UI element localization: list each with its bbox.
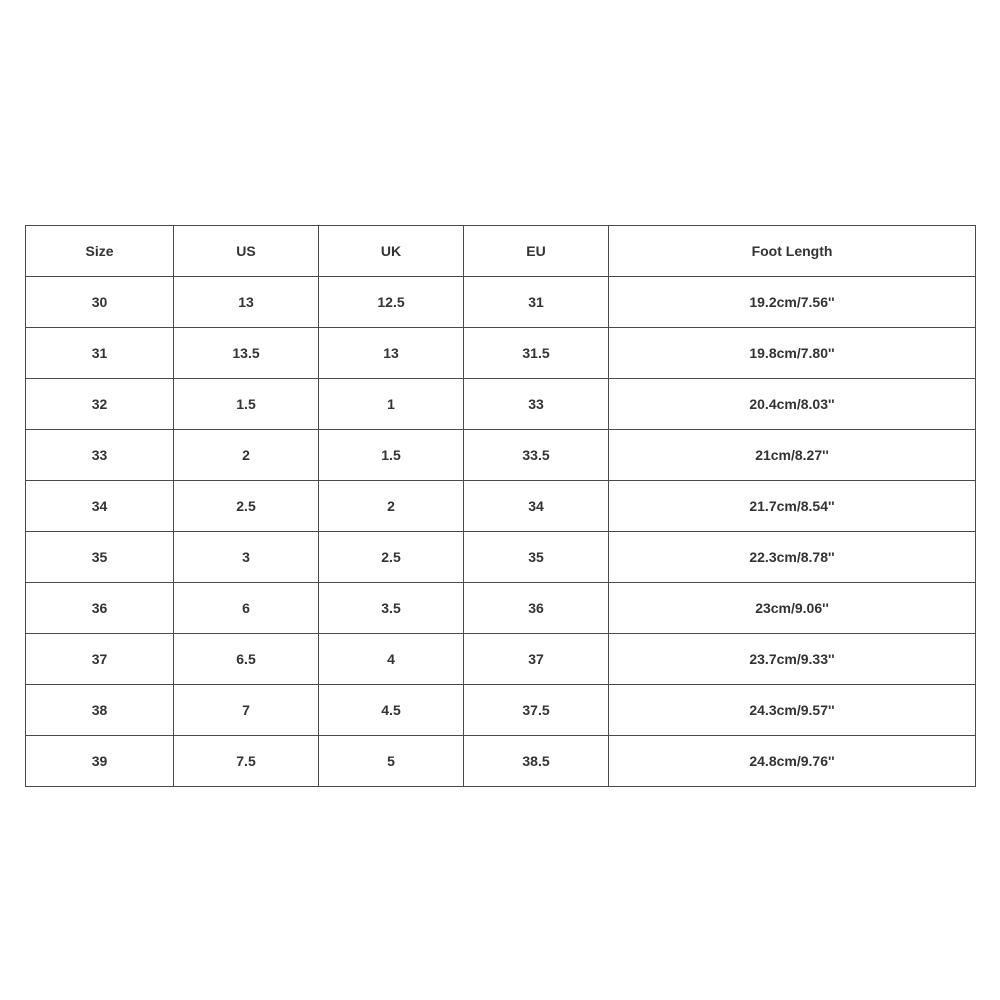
cell-foot-length: 21.7cm/8.54''	[609, 481, 976, 532]
cell-size: 33	[26, 430, 174, 481]
header-foot-length: Foot Length	[609, 226, 976, 277]
header-size: Size	[26, 226, 174, 277]
header-us: US	[174, 226, 319, 277]
cell-eu: 35	[464, 532, 609, 583]
cell-size: 31	[26, 328, 174, 379]
cell-eu: 31	[464, 277, 609, 328]
cell-uk: 2.5	[319, 532, 464, 583]
cell-foot-length: 23cm/9.06''	[609, 583, 976, 634]
cell-size: 38	[26, 685, 174, 736]
cell-eu: 33.5	[464, 430, 609, 481]
table-body	[26, 277, 976, 787]
cell-foot-length: 20.4cm/8.03''	[609, 379, 976, 430]
header-row	[26, 226, 976, 277]
table-row	[26, 379, 976, 430]
cell-size: 34	[26, 481, 174, 532]
cell-eu: 33	[464, 379, 609, 430]
cell-foot-length: 22.3cm/8.78''	[609, 532, 976, 583]
cell-eu: 37.5	[464, 685, 609, 736]
cell-us: 2	[174, 430, 319, 481]
table-header	[26, 226, 976, 277]
cell-uk: 1.5	[319, 430, 464, 481]
table-row	[26, 430, 976, 481]
table-row	[26, 685, 976, 736]
cell-foot-length: 24.8cm/9.76''	[609, 736, 976, 787]
cell-us: 13	[174, 277, 319, 328]
cell-size: 36	[26, 583, 174, 634]
table-row	[26, 328, 976, 379]
cell-us: 1.5	[174, 379, 319, 430]
cell-size: 39	[26, 736, 174, 787]
size-chart-table	[25, 225, 976, 787]
cell-uk: 2	[319, 481, 464, 532]
cell-us: 2.5	[174, 481, 319, 532]
cell-uk: 12.5	[319, 277, 464, 328]
cell-eu: 37	[464, 634, 609, 685]
cell-foot-length: 19.2cm/7.56''	[609, 277, 976, 328]
header-eu: EU	[464, 226, 609, 277]
cell-us: 7.5	[174, 736, 319, 787]
cell-uk: 4.5	[319, 685, 464, 736]
table-row	[26, 583, 976, 634]
cell-us: 6.5	[174, 634, 319, 685]
cell-uk: 4	[319, 634, 464, 685]
cell-eu: 36	[464, 583, 609, 634]
cell-eu: 34	[464, 481, 609, 532]
cell-size: 32	[26, 379, 174, 430]
cell-eu: 31.5	[464, 328, 609, 379]
cell-uk: 1	[319, 379, 464, 430]
cell-us: 6	[174, 583, 319, 634]
cell-eu: 38.5	[464, 736, 609, 787]
cell-foot-length: 21cm/8.27''	[609, 430, 976, 481]
table-row	[26, 532, 976, 583]
cell-us: 3	[174, 532, 319, 583]
cell-uk: 3.5	[319, 583, 464, 634]
table-row	[26, 634, 976, 685]
cell-uk: 5	[319, 736, 464, 787]
cell-size: 35	[26, 532, 174, 583]
cell-foot-length: 19.8cm/7.80''	[609, 328, 976, 379]
header-uk: UK	[319, 226, 464, 277]
cell-us: 13.5	[174, 328, 319, 379]
cell-us: 7	[174, 685, 319, 736]
cell-size: 37	[26, 634, 174, 685]
table-row	[26, 736, 976, 787]
table-row	[26, 481, 976, 532]
table-row	[26, 277, 976, 328]
cell-size: 30	[26, 277, 174, 328]
cell-foot-length: 24.3cm/9.57''	[609, 685, 976, 736]
cell-uk: 13	[319, 328, 464, 379]
cell-foot-length: 23.7cm/9.33''	[609, 634, 976, 685]
